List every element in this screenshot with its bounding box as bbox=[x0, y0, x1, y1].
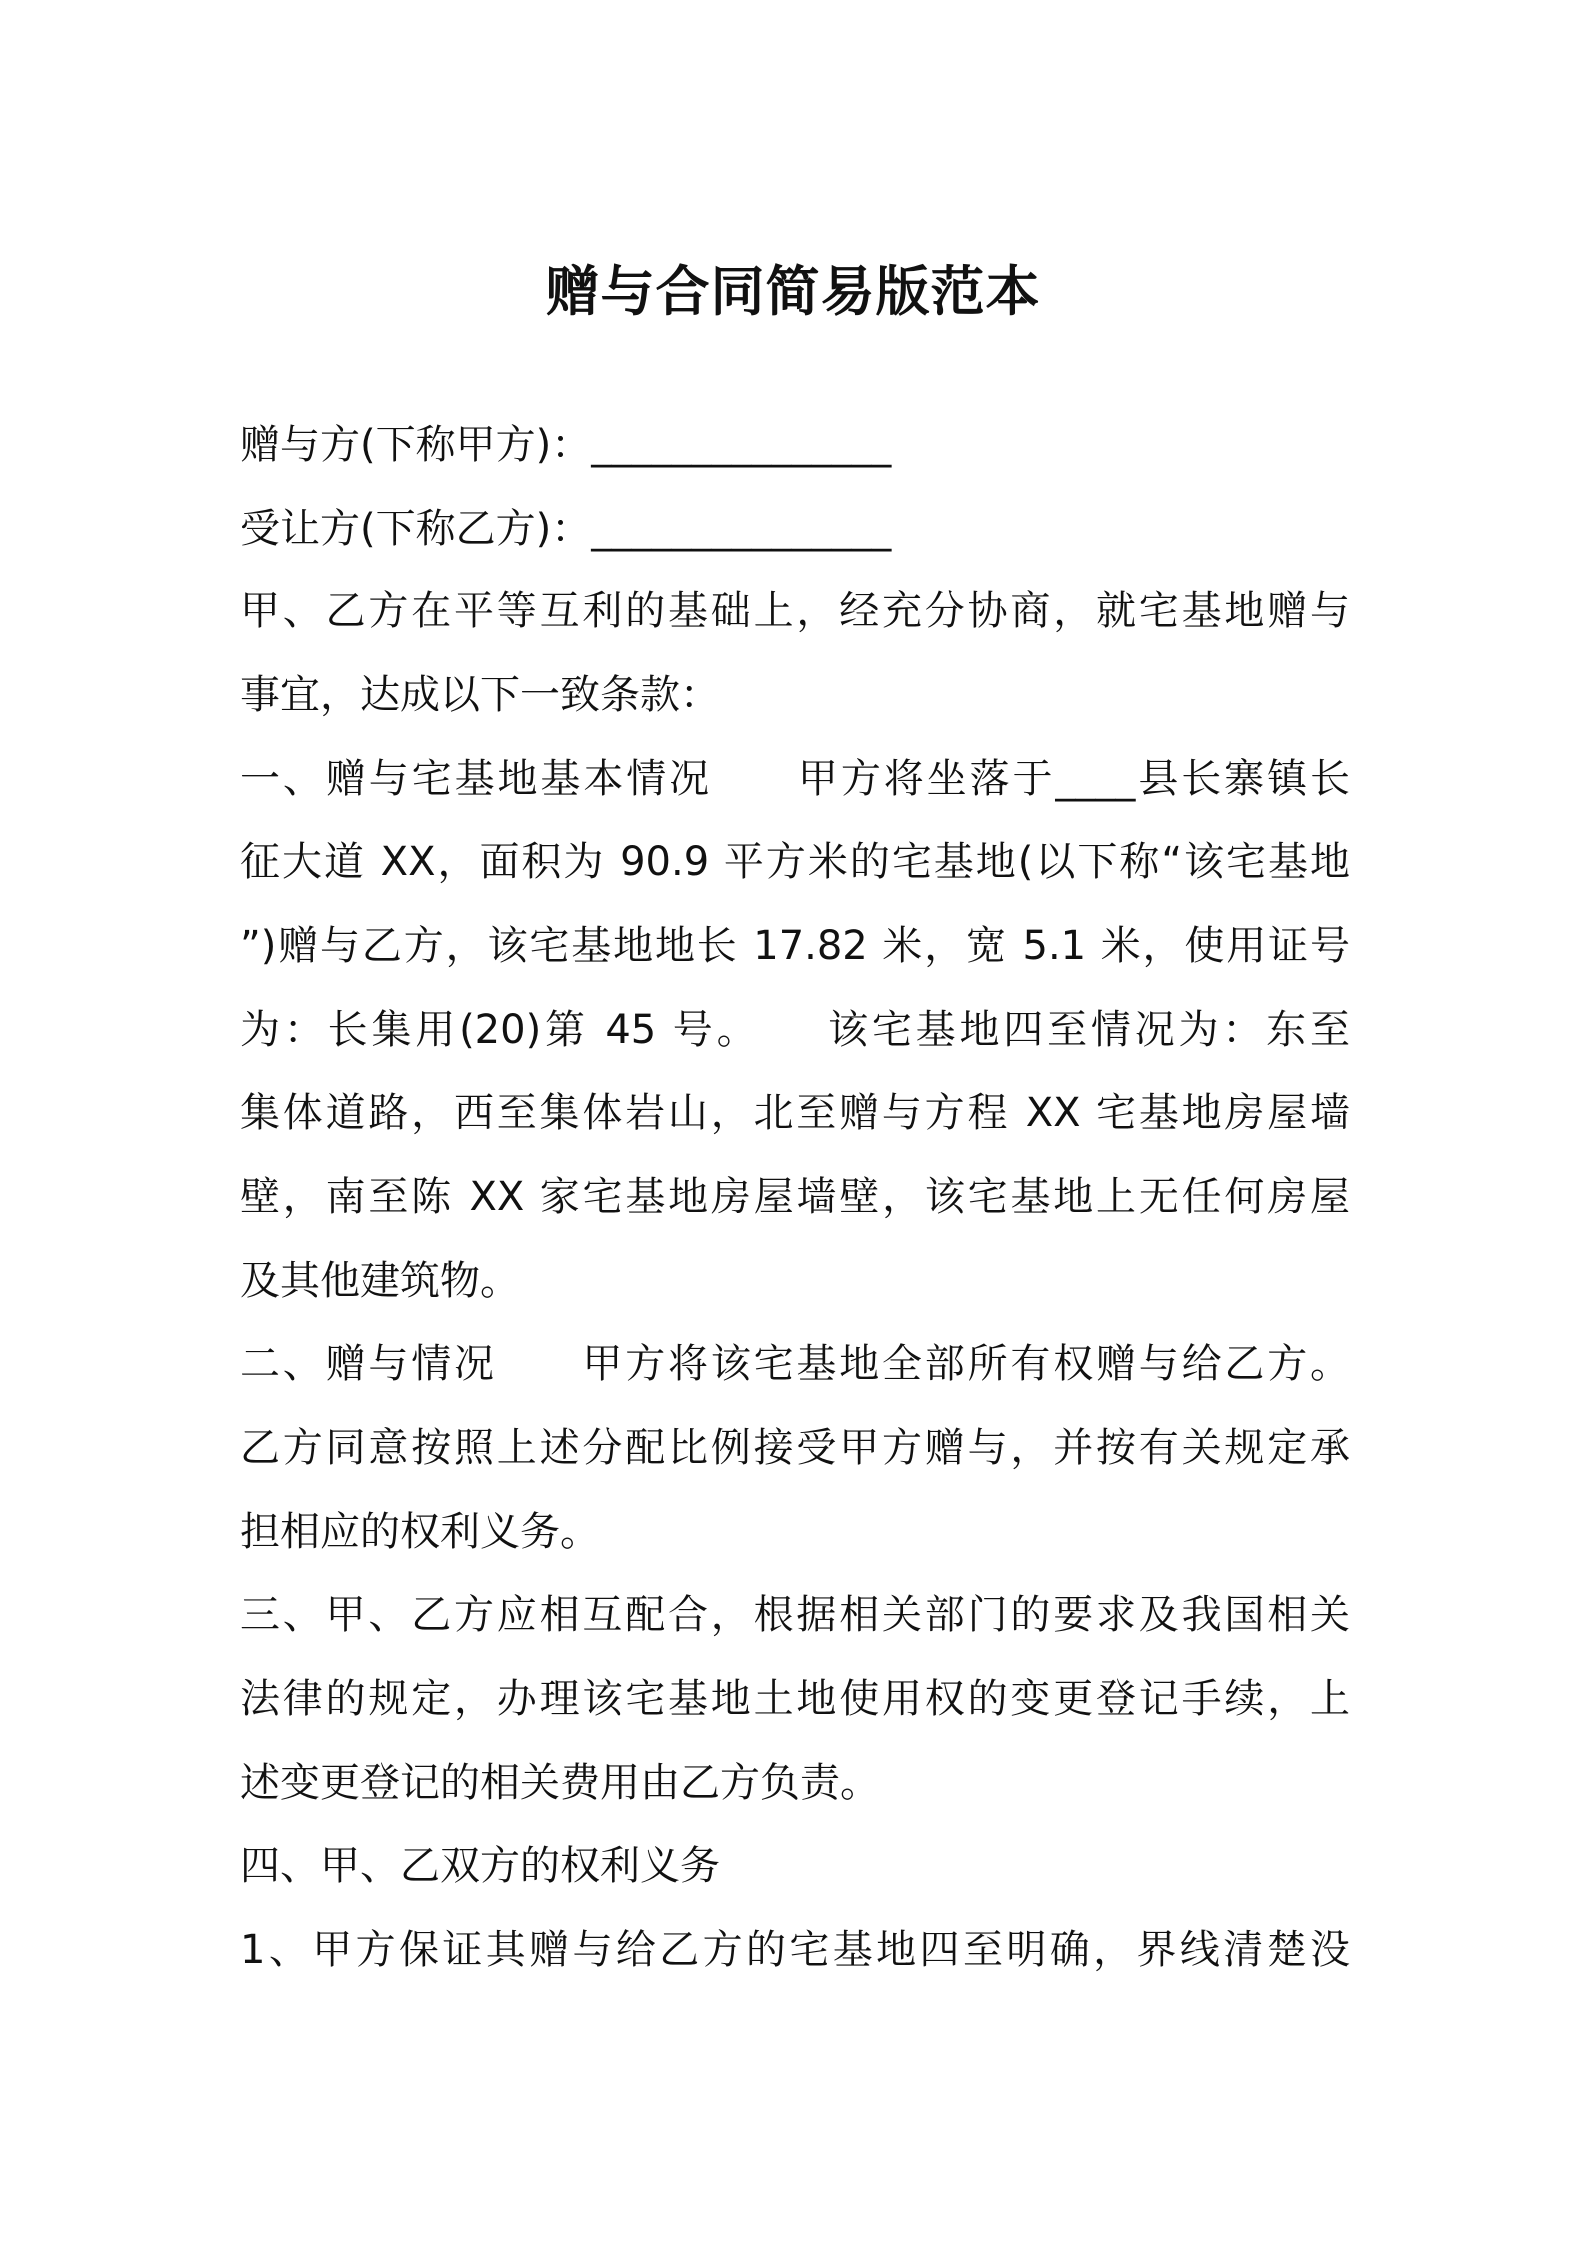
recipient-line: 受让方(下称乙方)：_______________ bbox=[240, 506, 892, 552]
clause-1-line-6: 壁，南至陈 XX 家宅基地房屋墙壁，该宅基地上无任何房屋 bbox=[240, 1174, 1350, 1220]
clause-4-item-1-line-1: 1、甲方保证其赠与给乙方的宅基地四至明确，界线清楚没 bbox=[240, 1927, 1350, 1973]
clause-1-line-1: 一、赠与宅基地基本情况 甲方将坐落于____县长寨镇长 bbox=[240, 756, 1350, 802]
clause-3-line-1: 三、甲、乙方应相互配合，根据相关部门的要求及我国相关 bbox=[240, 1592, 1350, 1638]
clause-1-line-3: ”)赠与乙方，该宅基地地长 17.82 米，宽 5.1 米，使用证号 bbox=[240, 923, 1350, 969]
clause-1-line-5: 集体道路，西至集体岩山，北至赠与方程 XX 宅基地房屋墙 bbox=[240, 1090, 1350, 1136]
clause-3-line-3: 述变更登记的相关费用由乙方负责。 bbox=[240, 1760, 880, 1806]
donor-line: 赠与方(下称甲方)：_______________ bbox=[240, 422, 892, 468]
preamble-line-2: 事宜，达成以下一致条款： bbox=[240, 672, 720, 718]
clause-2-line-3: 担相应的权利义务。 bbox=[240, 1509, 600, 1555]
clause-3-line-2: 法律的规定，办理该宅基地土地使用权的变更登记手续，上 bbox=[240, 1676, 1350, 1722]
clause-1-line-7: 及其他建筑物。 bbox=[240, 1258, 520, 1304]
clause-1-line-2: 征大道 XX，面积为 90.9 平方米的宅基地(以下称“该宅基地 bbox=[240, 839, 1350, 885]
clause-2-line-1: 二、赠与情况 甲方将该宅基地全部所有权赠与给乙方。 bbox=[240, 1341, 1350, 1387]
document-title: 赠与合同简易版范本 bbox=[545, 260, 1041, 323]
preamble-line-1: 甲、乙方在平等互利的基础上，经充分协商，就宅基地赠与 bbox=[240, 588, 1350, 634]
clause-1-line-4: 为：长集用(20)第 45 号。 该宅基地四至情况为：东至 bbox=[240, 1007, 1350, 1053]
clause-2-line-2: 乙方同意按照上述分配比例接受甲方赠与，并按有关规定承 bbox=[240, 1425, 1350, 1471]
clause-4-heading: 四、甲、乙双方的权利义务 bbox=[240, 1843, 720, 1889]
